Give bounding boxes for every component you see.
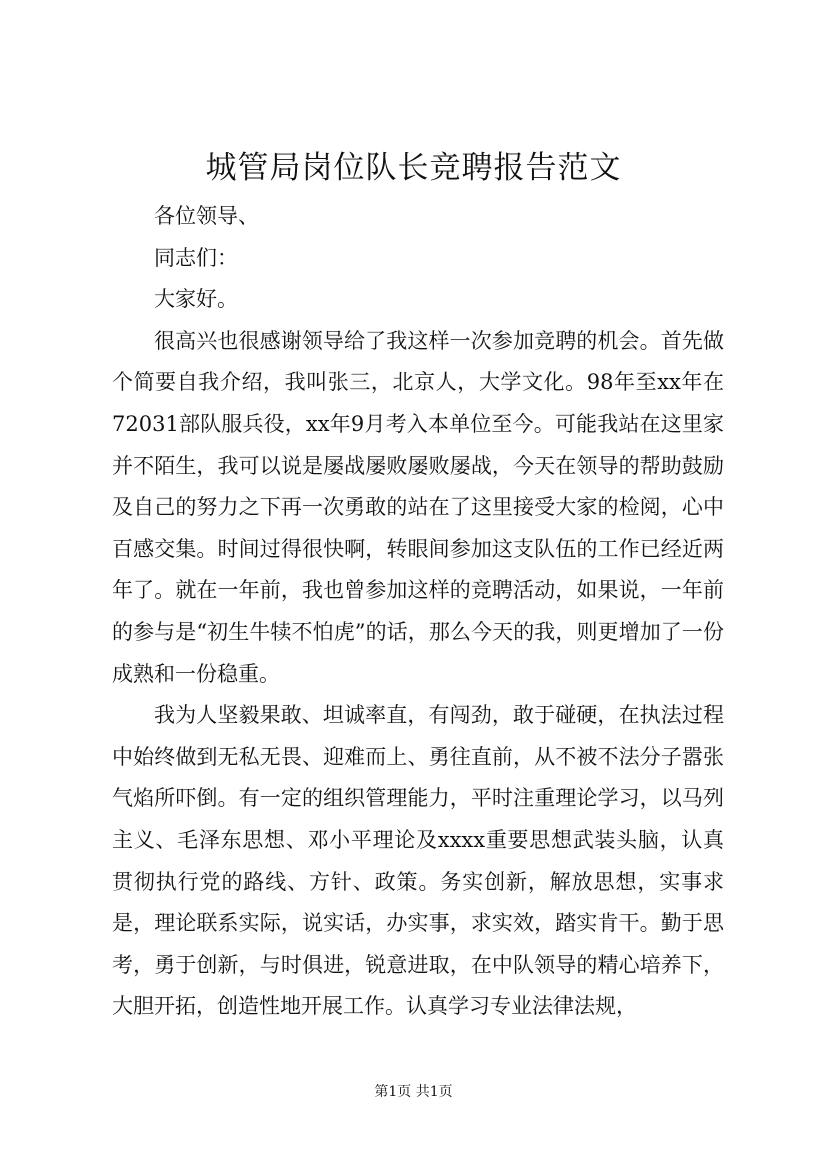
document-title: 城管局岗位队长竞聘报告范文	[205, 150, 622, 186]
salutation-greeting: 大家好。	[154, 287, 238, 312]
salutation-comrades: 同志们：	[154, 245, 238, 270]
page-number-footer: 第1页 共1页	[374, 1084, 453, 1100]
paragraph-introduction: 很高兴也很感谢领导给了我这样一次参加竞聘的机会。首先做个简要自我介绍，我叫张三，北京人，大学文化。98年至xx年在72031部队服兵役，xx年9月考入本单位至今。可能我站在这里家并不陌生，我可以说是屡战屡败屡败屡战，今天在领导的帮助鼓励及自己的努力之下再一次勇敢的站在了这里接受大家的检阅，心中百感交集。时间过得很快啊，转眼间参加这支队伍的工作已经近两年了。就在一年前，我也曾参加这样的竞聘活动，如果说，一年前的参与是“初生牛犊不怕虎”的话，那么今天的我，则更增加了一份成熟和一份稳重。	[112, 328, 724, 686]
paragraph-qualities: 我为人坚毅果敢、坦诚率直，有闯劲，敢于碰硬，在执法过程中始终做到无私无畏、迎难而上、勇往直前，从不被不法分子嚣张气焰所吓倒。有一定的组织管理能力，平时注重理论学习，以马列主义、毛泽东思想、邓小平理论及xxxx重要思想武装头脑，认真贯彻执行党的路线、方针、政策。务实创新，解放思想，实事求是，理论联系实际，说实话，办实事，求实效，踏实肯干。勤于思考，勇于创新，与时俱进，锐意进取，在中队领导的精心培养下，大胆开拓，创造性地开展工作。认真学习专业法律法规，	[112, 703, 724, 1019]
document-body	[112, 196, 724, 1028]
salutation-leaders: 各位领导、	[154, 204, 259, 228]
